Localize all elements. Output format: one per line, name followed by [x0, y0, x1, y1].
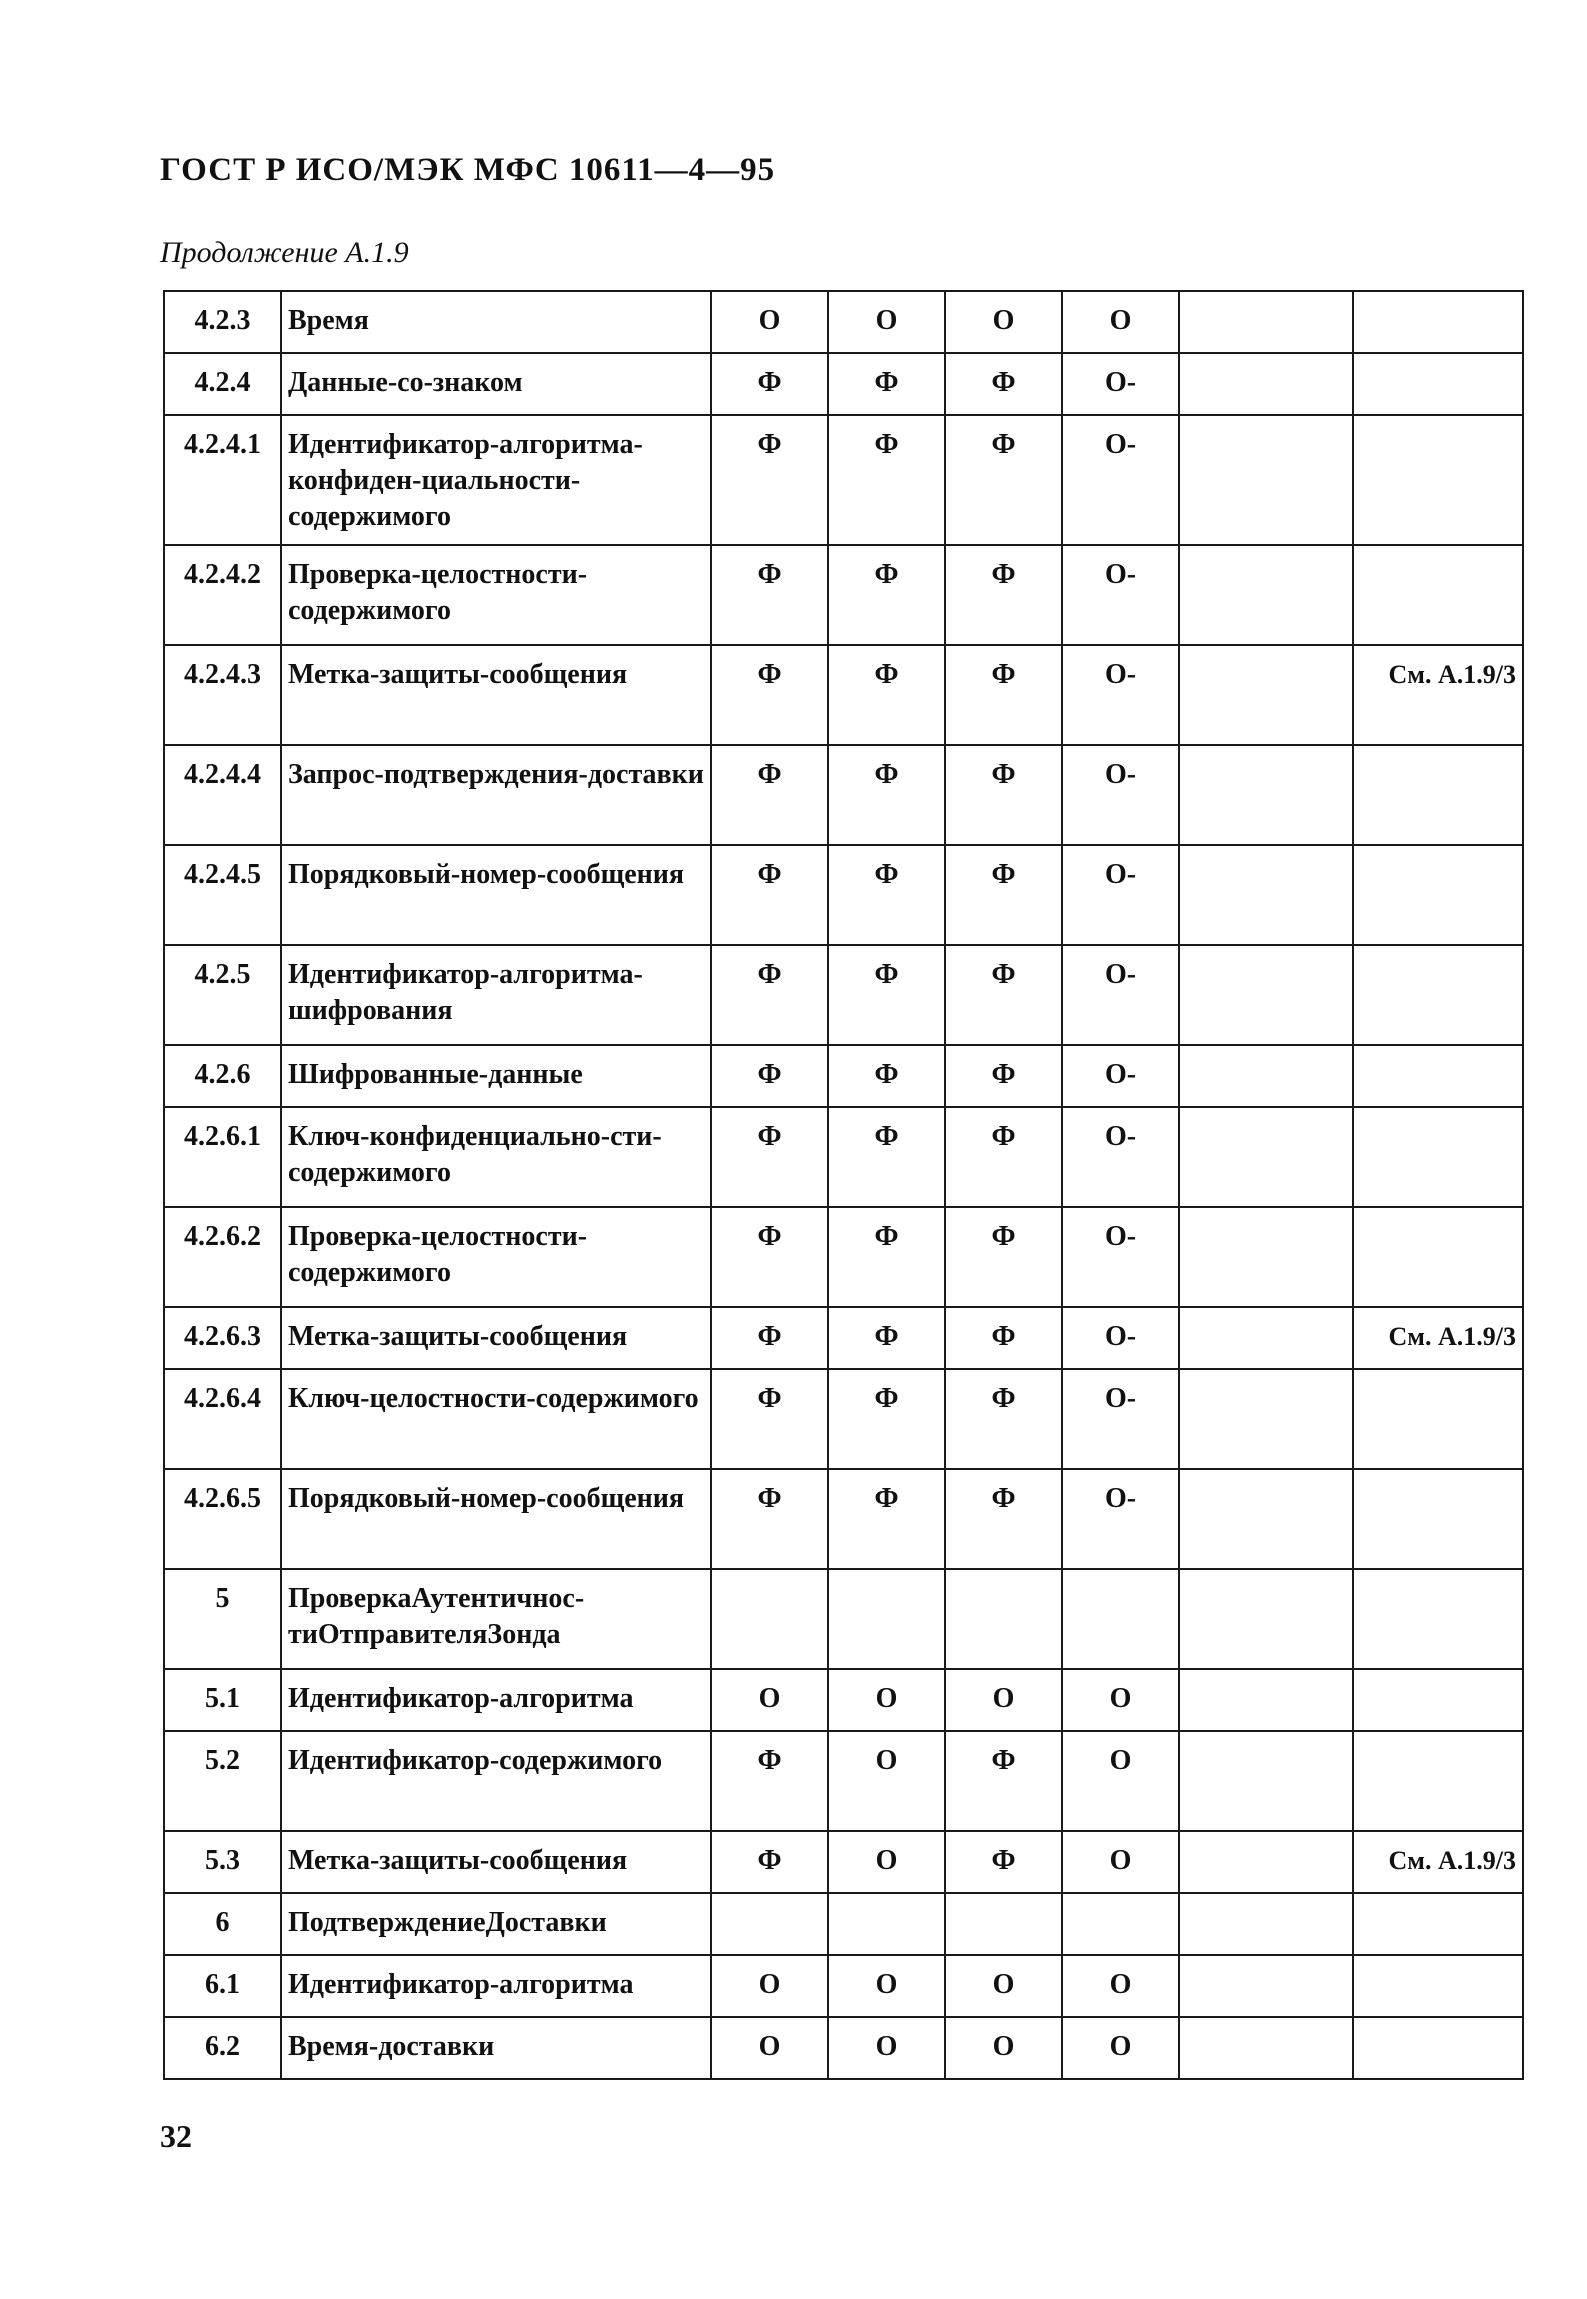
row-number-cell: 6.2: [164, 2017, 281, 2079]
status-cell-1: [711, 1893, 828, 1955]
status-cell-3: Ф: [945, 545, 1062, 645]
status-cell-3: О: [945, 2017, 1062, 2079]
row-number-cell: 4.2.4.3: [164, 645, 281, 745]
specification-table: [163, 290, 1524, 2080]
status-cell-2: Ф: [828, 1307, 945, 1369]
status-cell-1: Ф: [711, 1369, 828, 1469]
row-name-cell: ПодтверждениеДоставки: [281, 1893, 711, 1955]
status-cell-3: Ф: [945, 1831, 1062, 1893]
status-cell-4: О: [1062, 1669, 1179, 1731]
row-name-cell: Ключ-конфиденциально-сти-содержимого: [281, 1107, 711, 1207]
status-cell-1: Ф: [711, 1831, 828, 1893]
empty-cell: [1179, 1107, 1353, 1207]
row-name-cell: Шифрованные-данные: [281, 1045, 711, 1107]
status-cell-1: Ф: [711, 645, 828, 745]
empty-cell: [1179, 1207, 1353, 1307]
row-number-cell: 4.2.6: [164, 1045, 281, 1107]
reference-note-cell: [1353, 1207, 1523, 1307]
status-cell-4: О-: [1062, 845, 1179, 945]
status-cell-2: О: [828, 1669, 945, 1731]
row-number-cell: 4.2.4.1: [164, 415, 281, 545]
row-name-cell: Идентификатор-алгоритма-конфиден-циальности-содержимого: [281, 415, 711, 545]
row-name-cell: Запрос-подтверждения-доставки: [281, 745, 711, 845]
empty-cell: [1179, 1669, 1353, 1731]
row-number-cell: 4.2.6.4: [164, 1369, 281, 1469]
status-cell-1: Ф: [711, 1469, 828, 1569]
status-cell-1: Ф: [711, 945, 828, 1045]
status-cell-2: О: [828, 1731, 945, 1831]
row-number-cell: 4.2.5: [164, 945, 281, 1045]
status-cell-4: [1062, 1893, 1179, 1955]
row-name-cell: Идентификатор-алгоритма: [281, 1669, 711, 1731]
empty-cell: [1179, 415, 1353, 545]
reference-note-cell: [1353, 2017, 1523, 2079]
table-row: [164, 545, 1523, 645]
status-cell-2: О: [828, 1831, 945, 1893]
empty-cell: [1179, 1831, 1353, 1893]
status-cell-1: Ф: [711, 745, 828, 845]
status-cell-3: Ф: [945, 1369, 1062, 1469]
table-continuation-label: Продолжение А.1.9: [160, 236, 409, 269]
row-name-cell: ПроверкаАутентичнос-тиОтправителяЗонда: [281, 1569, 711, 1669]
status-cell-1: Ф: [711, 1307, 828, 1369]
table-row: [164, 945, 1523, 1045]
reference-note-cell: [1353, 845, 1523, 945]
status-cell-4: О-: [1062, 1369, 1179, 1469]
status-cell-4: О-: [1062, 1045, 1179, 1107]
row-number-cell: 4.2.4.2: [164, 545, 281, 645]
status-cell-3: Ф: [945, 1107, 1062, 1207]
status-cell-1: О: [711, 2017, 828, 2079]
status-cell-3: Ф: [945, 1207, 1062, 1307]
status-cell-2: Ф: [828, 1045, 945, 1107]
table-row: [164, 645, 1523, 745]
table-row: [164, 1369, 1523, 1469]
status-cell-3: Ф: [945, 1469, 1062, 1569]
row-number-cell: 5.1: [164, 1669, 281, 1731]
status-cell-3: Ф: [945, 415, 1062, 545]
status-cell-4: О: [1062, 1731, 1179, 1831]
status-cell-2: Ф: [828, 845, 945, 945]
status-cell-3: О: [945, 291, 1062, 353]
status-cell-1: О: [711, 1669, 828, 1731]
table-body: [164, 291, 1523, 2079]
row-name-cell: Данные-со-знаком: [281, 353, 711, 415]
status-cell-3: Ф: [945, 1731, 1062, 1831]
empty-cell: [1179, 1469, 1353, 1569]
status-cell-1: Ф: [711, 415, 828, 545]
status-cell-1: О: [711, 1955, 828, 2017]
empty-cell: [1179, 1369, 1353, 1469]
status-cell-2: Ф: [828, 945, 945, 1045]
empty-cell: [1179, 291, 1353, 353]
document-header: ГОСТ Р ИСО/МЭК МФС 10611—4—95: [160, 152, 776, 188]
status-cell-3: Ф: [945, 1307, 1062, 1369]
status-cell-3: Ф: [945, 1045, 1062, 1107]
table-row: [164, 291, 1523, 353]
status-cell-1: [711, 1569, 828, 1669]
status-cell-2: Ф: [828, 415, 945, 545]
row-name-cell: Идентификатор-алгоритма: [281, 1955, 711, 2017]
status-cell-2: О: [828, 2017, 945, 2079]
status-cell-4: О: [1062, 2017, 1179, 2079]
empty-cell: [1179, 1569, 1353, 1669]
empty-cell: [1179, 1045, 1353, 1107]
status-cell-4: [1062, 1569, 1179, 1669]
reference-note-cell: [1353, 1045, 1523, 1107]
table-row: [164, 1955, 1523, 2017]
empty-cell: [1179, 945, 1353, 1045]
status-cell-4: О: [1062, 291, 1179, 353]
status-cell-2: [828, 1893, 945, 1955]
table-row: [164, 1831, 1523, 1893]
status-cell-3: Ф: [945, 745, 1062, 845]
row-number-cell: 6: [164, 1893, 281, 1955]
row-number-cell: 4.2.4.5: [164, 845, 281, 945]
row-number-cell: 6.1: [164, 1955, 281, 2017]
status-cell-2: Ф: [828, 1369, 945, 1469]
table-row: [164, 845, 1523, 945]
status-cell-4: О-: [1062, 1307, 1179, 1369]
row-number-cell: 4.2.4: [164, 353, 281, 415]
reference-note-cell: См. А.1.9/3: [1353, 1831, 1523, 1893]
row-number-cell: 4.2.6.1: [164, 1107, 281, 1207]
table-row: [164, 745, 1523, 845]
row-name-cell: Метка-защиты-сообщения: [281, 1831, 711, 1893]
row-number-cell: 5.2: [164, 1731, 281, 1831]
status-cell-2: О: [828, 1955, 945, 2017]
row-name-cell: Ключ-целостности-содержимого: [281, 1369, 711, 1469]
status-cell-3: О: [945, 1669, 1062, 1731]
table-row: [164, 1045, 1523, 1107]
reference-note-cell: [1353, 1731, 1523, 1831]
status-cell-2: О: [828, 291, 945, 353]
row-number-cell: 4.2.4.4: [164, 745, 281, 845]
empty-cell: [1179, 353, 1353, 415]
empty-cell: [1179, 1955, 1353, 2017]
table-row: [164, 1569, 1523, 1669]
status-cell-3: О: [945, 1955, 1062, 2017]
reference-note-cell: [1353, 945, 1523, 1045]
row-name-cell: Порядковый-номер-сообщения: [281, 845, 711, 945]
row-name-cell: Метка-защиты-сообщения: [281, 1307, 711, 1369]
table-row: [164, 2017, 1523, 2079]
table-row: [164, 1893, 1523, 1955]
status-cell-4: О: [1062, 1831, 1179, 1893]
status-cell-2: Ф: [828, 645, 945, 745]
status-cell-1: Ф: [711, 845, 828, 945]
page-number: 32: [160, 2118, 192, 2154]
reference-note-cell: [1353, 1469, 1523, 1569]
status-cell-2: Ф: [828, 745, 945, 845]
empty-cell: [1179, 845, 1353, 945]
reference-note-cell: [1353, 291, 1523, 353]
row-name-cell: Проверка-целостности-содержимого: [281, 1207, 711, 1307]
reference-note-cell: [1353, 1369, 1523, 1469]
empty-cell: [1179, 745, 1353, 845]
reference-note-cell: [1353, 745, 1523, 845]
row-number-cell: 4.2.6.2: [164, 1207, 281, 1307]
status-cell-4: О: [1062, 1955, 1179, 2017]
row-name-cell: Время: [281, 291, 711, 353]
row-number-cell: 5: [164, 1569, 281, 1669]
row-number-cell: 4.2.6.5: [164, 1469, 281, 1569]
reference-note-cell: [1353, 1569, 1523, 1669]
reference-note-cell: См. А.1.9/3: [1353, 645, 1523, 745]
row-number-cell: 4.2.6.3: [164, 1307, 281, 1369]
status-cell-3: [945, 1893, 1062, 1955]
empty-cell: [1179, 1893, 1353, 1955]
row-name-cell: Метка-защиты-сообщения: [281, 645, 711, 745]
status-cell-4: О-: [1062, 545, 1179, 645]
status-cell-1: Ф: [711, 1045, 828, 1107]
status-cell-2: [828, 1569, 945, 1669]
empty-cell: [1179, 545, 1353, 645]
status-cell-4: О-: [1062, 1207, 1179, 1307]
table-row: [164, 1107, 1523, 1207]
table-row: [164, 353, 1523, 415]
reference-note-cell: [1353, 1893, 1523, 1955]
status-cell-4: О-: [1062, 745, 1179, 845]
empty-cell: [1179, 1731, 1353, 1831]
reference-note-cell: См. А.1.9/3: [1353, 1307, 1523, 1369]
status-cell-4: О-: [1062, 415, 1179, 545]
status-cell-3: Ф: [945, 645, 1062, 745]
status-cell-2: Ф: [828, 1107, 945, 1207]
status-cell-4: О-: [1062, 645, 1179, 745]
row-name-cell: Порядковый-номер-сообщения: [281, 1469, 711, 1569]
row-number-cell: 5.3: [164, 1831, 281, 1893]
status-cell-1: Ф: [711, 545, 828, 645]
status-cell-4: О-: [1062, 353, 1179, 415]
reference-note-cell: [1353, 1669, 1523, 1731]
row-number-cell: 4.2.3: [164, 291, 281, 353]
status-cell-3: Ф: [945, 945, 1062, 1045]
status-cell-1: Ф: [711, 1207, 828, 1307]
status-cell-4: О-: [1062, 945, 1179, 1045]
table-row: [164, 415, 1523, 545]
reference-note-cell: [1353, 353, 1523, 415]
status-cell-3: Ф: [945, 353, 1062, 415]
status-cell-2: Ф: [828, 545, 945, 645]
status-cell-1: Ф: [711, 1107, 828, 1207]
empty-cell: [1179, 2017, 1353, 2079]
status-cell-1: Ф: [711, 1731, 828, 1831]
status-cell-2: Ф: [828, 1207, 945, 1307]
row-name-cell: Идентификатор-содержимого: [281, 1731, 711, 1831]
status-cell-1: Ф: [711, 353, 828, 415]
row-name-cell: Проверка-целостности-содержимого: [281, 545, 711, 645]
reference-note-cell: [1353, 545, 1523, 645]
status-cell-1: О: [711, 291, 828, 353]
empty-cell: [1179, 645, 1353, 745]
row-name-cell: Идентификатор-алгоритма-шифрования: [281, 945, 711, 1045]
reference-note-cell: [1353, 1107, 1523, 1207]
status-cell-2: Ф: [828, 353, 945, 415]
reference-note-cell: [1353, 1955, 1523, 2017]
table-row: [164, 1731, 1523, 1831]
reference-note-cell: [1353, 415, 1523, 545]
status-cell-3: Ф: [945, 845, 1062, 945]
status-cell-4: О-: [1062, 1107, 1179, 1207]
status-cell-3: [945, 1569, 1062, 1669]
status-cell-2: Ф: [828, 1469, 945, 1569]
table-row: [164, 1307, 1523, 1369]
table-row: [164, 1207, 1523, 1307]
table-row: [164, 1469, 1523, 1569]
row-name-cell: Время-доставки: [281, 2017, 711, 2079]
empty-cell: [1179, 1307, 1353, 1369]
status-cell-4: О-: [1062, 1469, 1179, 1569]
table-row: [164, 1669, 1523, 1731]
